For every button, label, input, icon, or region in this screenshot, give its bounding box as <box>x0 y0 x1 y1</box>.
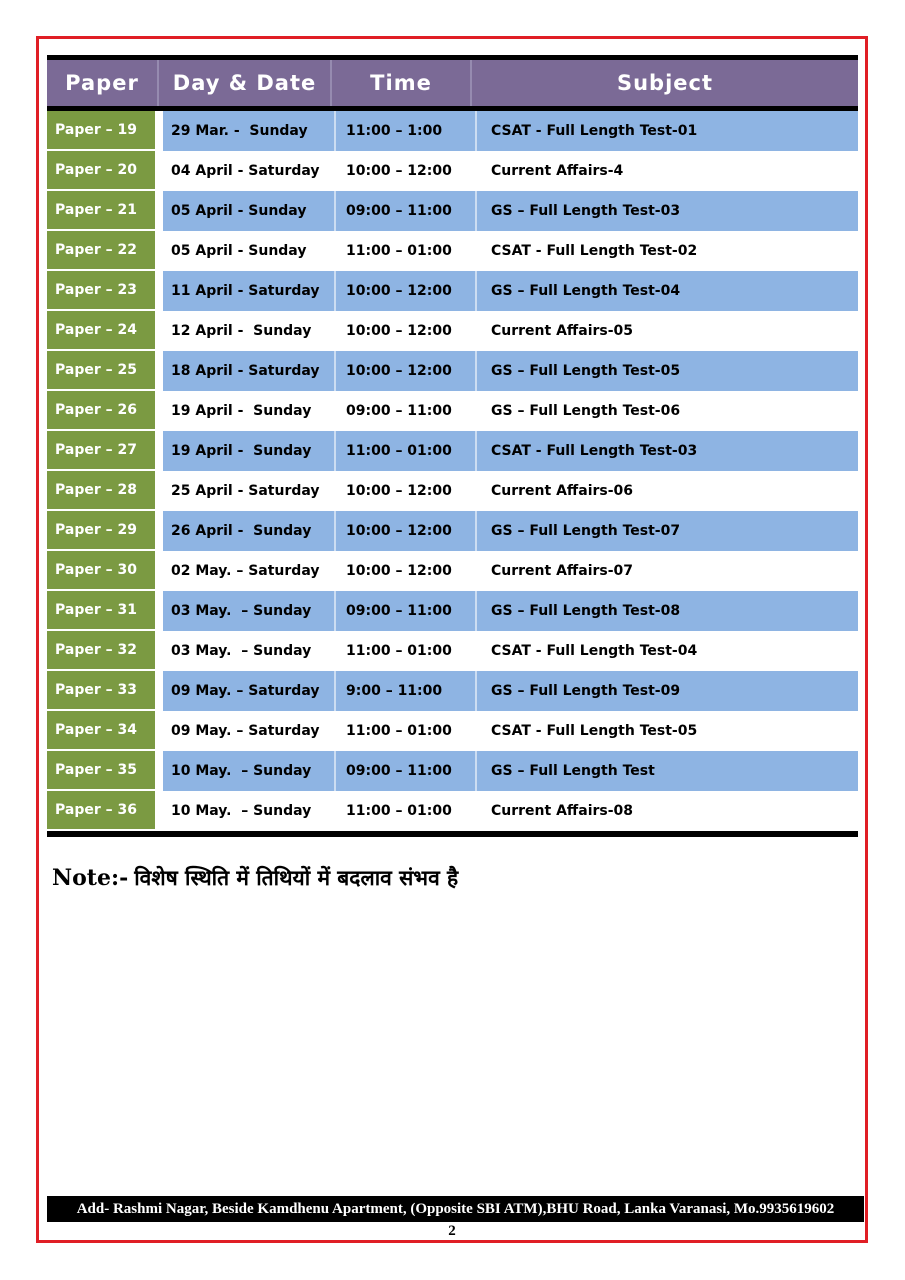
date-cell: 10 May. – Sunday <box>163 751 334 791</box>
header-time: Time <box>330 60 470 106</box>
time-cell: 11:00 – 01:00 <box>334 791 475 831</box>
column-gap <box>155 351 163 391</box>
paper-cell: Paper – 36 <box>47 791 155 831</box>
time-cell: 09:00 – 11:00 <box>334 191 475 231</box>
time-cell: 10:00 – 12:00 <box>334 471 475 511</box>
date-cell: 04 April - Saturday <box>163 151 334 191</box>
time-cell: 11:00 – 1:00 <box>334 111 475 151</box>
table-row <box>47 391 858 431</box>
subject-cell: GS – Full Length Test-06 <box>475 391 858 431</box>
date-cell: 02 May. – Saturday <box>163 551 334 591</box>
date-cell: 19 April - Sunday <box>163 391 334 431</box>
time-cell: 11:00 – 01:00 <box>334 631 475 671</box>
subject-cell: Current Affairs-06 <box>475 471 858 511</box>
table-row <box>47 791 858 831</box>
footer-address-bar <box>47 1196 864 1222</box>
time-cell: 10:00 – 12:00 <box>334 311 475 351</box>
subject-cell: GS – Full Length Test-07 <box>475 511 858 551</box>
table-row <box>47 551 858 591</box>
date-cell: 25 April - Saturday <box>163 471 334 511</box>
paper-cell: Paper – 30 <box>47 551 155 591</box>
column-gap <box>155 791 163 831</box>
column-gap <box>155 391 163 431</box>
paper-cell: Paper – 26 <box>47 391 155 431</box>
subject-cell: CSAT - Full Length Test-01 <box>475 111 858 151</box>
paper-cell: Paper – 23 <box>47 271 155 311</box>
table-row <box>47 431 858 471</box>
table-row <box>47 271 858 311</box>
header-day-date: Day & Date <box>157 60 330 106</box>
paper-cell: Paper – 31 <box>47 591 155 631</box>
table-row <box>47 151 858 191</box>
time-cell: 09:00 – 11:00 <box>334 751 475 791</box>
paper-cell: Paper – 33 <box>47 671 155 711</box>
note-text: विशेष स्थिति में तिथियों में बदलाव संभव है <box>134 866 459 890</box>
column-gap <box>155 191 163 231</box>
paper-cell: Paper – 28 <box>47 471 155 511</box>
table-row <box>47 191 858 231</box>
time-cell: 10:00 – 12:00 <box>334 271 475 311</box>
date-cell: 29 Mar. - Sunday <box>163 111 334 151</box>
column-gap <box>155 151 163 191</box>
table-row <box>47 591 858 631</box>
schedule-table-body <box>47 111 858 831</box>
time-cell: 10:00 – 12:00 <box>334 351 475 391</box>
time-cell: 11:00 – 01:00 <box>334 711 475 751</box>
subject-cell: CSAT - Full Length Test-04 <box>475 631 858 671</box>
subject-cell: CSAT - Full Length Test-05 <box>475 711 858 751</box>
paper-cell: Paper – 32 <box>47 631 155 671</box>
table-row <box>47 111 858 151</box>
time-cell: 11:00 – 01:00 <box>334 231 475 271</box>
table-row <box>47 311 858 351</box>
column-gap <box>155 431 163 471</box>
table-row <box>47 351 858 391</box>
date-cell: 18 April - Saturday <box>163 351 334 391</box>
table-row <box>47 471 858 511</box>
subject-cell: CSAT - Full Length Test-02 <box>475 231 858 271</box>
date-cell: 05 April - Sunday <box>163 231 334 271</box>
table-row <box>47 751 858 791</box>
paper-cell: Paper – 21 <box>47 191 155 231</box>
table-row <box>47 511 858 551</box>
subject-cell: GS – Full Length Test <box>475 751 858 791</box>
schedule-table <box>47 55 858 837</box>
subject-cell: GS – Full Length Test-04 <box>475 271 858 311</box>
table-row <box>47 631 858 671</box>
time-cell: 09:00 – 11:00 <box>334 391 475 431</box>
time-cell: 9:00 – 11:00 <box>334 671 475 711</box>
paper-cell: Paper – 19 <box>47 111 155 151</box>
paper-cell: Paper – 20 <box>47 151 155 191</box>
subject-cell: CSAT - Full Length Test-03 <box>475 431 858 471</box>
subject-cell: GS – Full Length Test-03 <box>475 191 858 231</box>
time-cell: 10:00 – 12:00 <box>334 151 475 191</box>
table-bottom-rule <box>47 831 858 837</box>
subject-cell: GS – Full Length Test-05 <box>475 351 858 391</box>
subject-cell: Current Affairs-05 <box>475 311 858 351</box>
date-cell: 26 April - Sunday <box>163 511 334 551</box>
subject-cell: GS – Full Length Test-08 <box>475 591 858 631</box>
column-gap <box>155 751 163 791</box>
header-subject: Subject <box>470 60 858 106</box>
subject-cell: Current Affairs-07 <box>475 551 858 591</box>
date-cell: 12 April - Sunday <box>163 311 334 351</box>
note <box>52 864 458 892</box>
column-gap <box>155 551 163 591</box>
paper-cell: Paper – 35 <box>47 751 155 791</box>
date-cell: 19 April - Sunday <box>163 431 334 471</box>
date-cell: 03 May. – Sunday <box>163 591 334 631</box>
date-cell: 09 May. – Saturday <box>163 711 334 751</box>
paper-cell: Paper – 27 <box>47 431 155 471</box>
column-gap <box>155 311 163 351</box>
paper-cell: Paper – 24 <box>47 311 155 351</box>
subject-cell: Current Affairs-4 <box>475 151 858 191</box>
subject-cell: GS – Full Length Test-09 <box>475 671 858 711</box>
column-gap <box>155 471 163 511</box>
paper-cell: Paper – 29 <box>47 511 155 551</box>
time-cell: 09:00 – 11:00 <box>334 591 475 631</box>
subject-cell: Current Affairs-08 <box>475 791 858 831</box>
column-gap <box>155 511 163 551</box>
date-cell: 03 May. – Sunday <box>163 631 334 671</box>
date-cell: 10 May. – Sunday <box>163 791 334 831</box>
page-number: 2 <box>448 1223 456 1239</box>
column-gap <box>155 231 163 271</box>
column-gap <box>155 591 163 631</box>
time-cell: 11:00 – 01:00 <box>334 431 475 471</box>
header-paper: Paper <box>65 71 139 95</box>
column-gap <box>155 671 163 711</box>
paper-cell: Paper – 25 <box>47 351 155 391</box>
footer-address: Add- Rashmi Nagar, Beside Kamdhenu Apartment, (Opposite SBI ATM),BHU Road, Lanka Varanasi, Mo.9935619602 <box>76 1200 835 1217</box>
paper-cell: Paper – 22 <box>47 231 155 271</box>
table-header-row <box>47 60 858 106</box>
table-row <box>47 711 858 751</box>
table-row <box>47 231 858 271</box>
date-cell: 11 April - Saturday <box>163 271 334 311</box>
date-cell: 09 May. – Saturday <box>163 671 334 711</box>
note-label: Note:- <box>52 865 129 891</box>
time-cell: 10:00 – 12:00 <box>334 511 475 551</box>
column-gap <box>155 631 163 671</box>
date-cell: 05 April - Sunday <box>163 191 334 231</box>
column-gap <box>155 271 163 311</box>
column-gap <box>155 111 163 151</box>
paper-cell: Paper – 34 <box>47 711 155 751</box>
time-cell: 10:00 – 12:00 <box>334 551 475 591</box>
column-gap <box>155 711 163 751</box>
table-row <box>47 671 858 711</box>
